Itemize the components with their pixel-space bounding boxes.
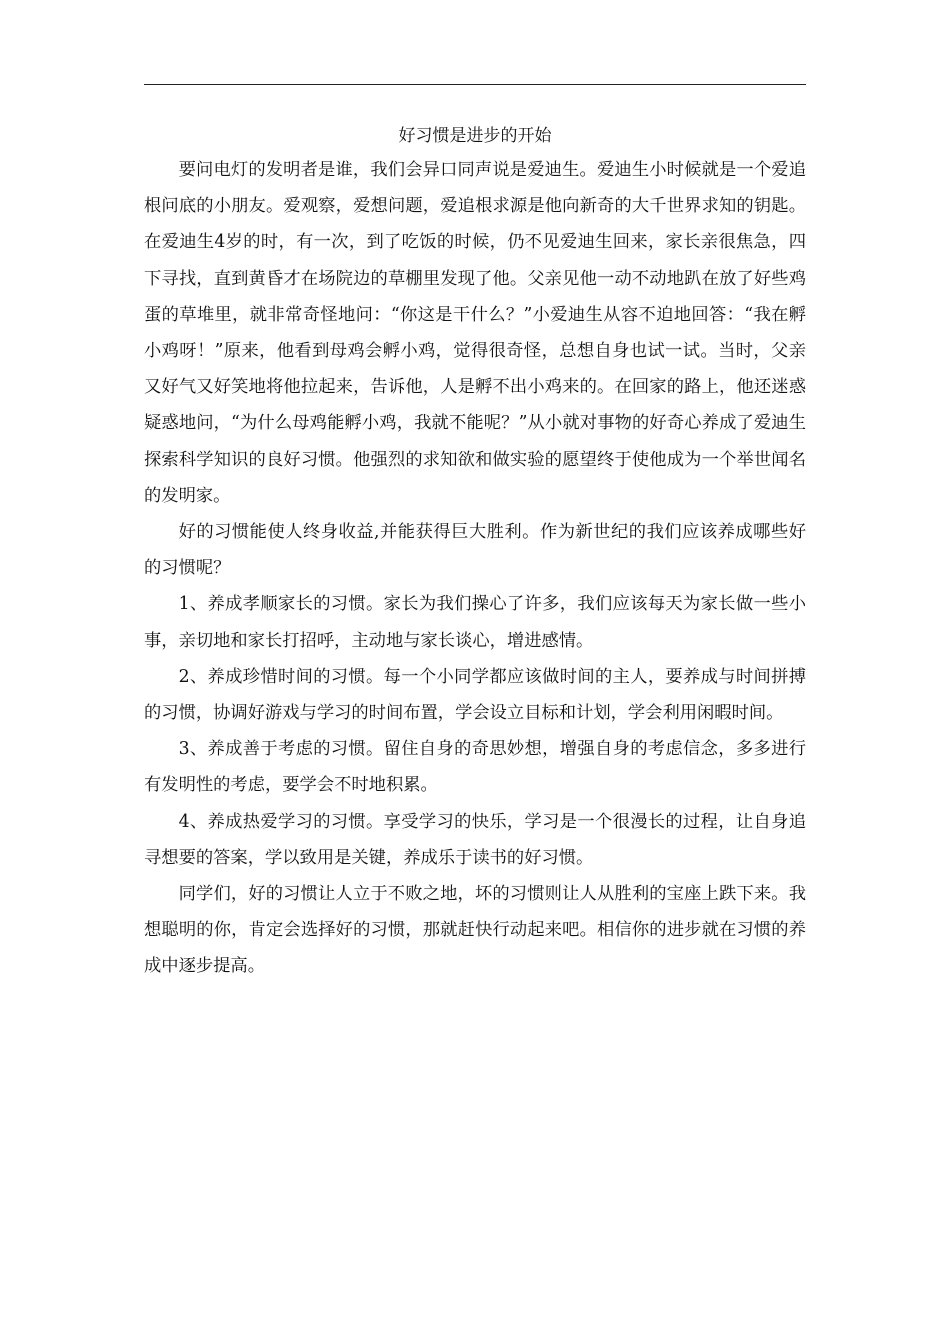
- paragraph-edison-story: 要问电灯的发明者是谁，我们会异口同声说是爱迪生。爱迪生小时候就是一个爱追根问底的小朋友。爱观察，爱想问题，爱追根求源是他向新奇的大千世界求知的钥匙。在爱迪生4岁的时，有一次，到了吃饭的时候，仍不见爱迪生回来，家长亲很焦急，四下寻找，直到黄昏才在场院边的草棚里发现了他。父亲见他一动不动地趴在放了好些鸡蛋的草堆里，就非常奇怪地问：“你这是干什么？”小爱迪生从容不迫地回答：“我在孵小鸡呀！”原来，他看到母鸡会孵小鸡，觉得很奇怪，总想自身也试一试。当时，父亲又好气又好笑地将他拉起来，告诉他，人是孵不出小鸡来的。在回家的路上，他还迷惑疑惑地问，“为什么母鸡能孵小鸡，我就不能呢？”从小就对事物的好奇心养成了爱迪生探索科学知识的良好习惯。他强烈的求知欲和做实验的愿望终于使他成为一个举世闻名的发明家。: [144, 160, 806, 506]
- document-title: 好习惯是进步的开始: [398, 126, 552, 146]
- paragraph-habit-3: 3、养成善于考虑的习惯。留住自身的奇思妙想，增强自身的考虑信念，多多进行有发明性的考虑，要学会不时地积累。: [144, 739, 806, 796]
- paragraph-habit-2: 2、养成珍惜时间的习惯。每一个小同学都应该做时间的主人，要养成与时间拼搏的习惯，协调好游戏与学习的时间布置，学会设立目标和计划，学会利用闲暇时间。: [144, 666, 806, 724]
- paragraph-habits-intro: 好的习惯能使人终身收益,并能获得巨大胜利。作为新世纪的我们应该养成哪些好的习惯呢？: [144, 522, 806, 579]
- document-body: [144, 152, 806, 985]
- paragraph-habit-1: 1、养成孝顺家长的习惯。家长为我们操心了许多，我们应该每天为家长做一些小事，亲切地和家长打招呼，主动地与家长谈心，增进感情。: [144, 594, 806, 651]
- paragraph-conclusion: 同学们，好的习惯让人立于不败之地，坏的习惯则让人从胜利的宝座上跌下来。我想聪明的你，肯定会选择好的习惯，那就赶快行动起来吧。相信你的进步就在习惯的养成中逐步提高。: [144, 884, 806, 977]
- header-rule: [144, 84, 806, 85]
- paragraph-habit-4: 4、养成热爱学习的习惯。享受学习的快乐，学习是一个很漫长的过程，让自身追寻想要的答案，学以致用是关键，养成乐于读书的好习惯。: [144, 811, 806, 868]
